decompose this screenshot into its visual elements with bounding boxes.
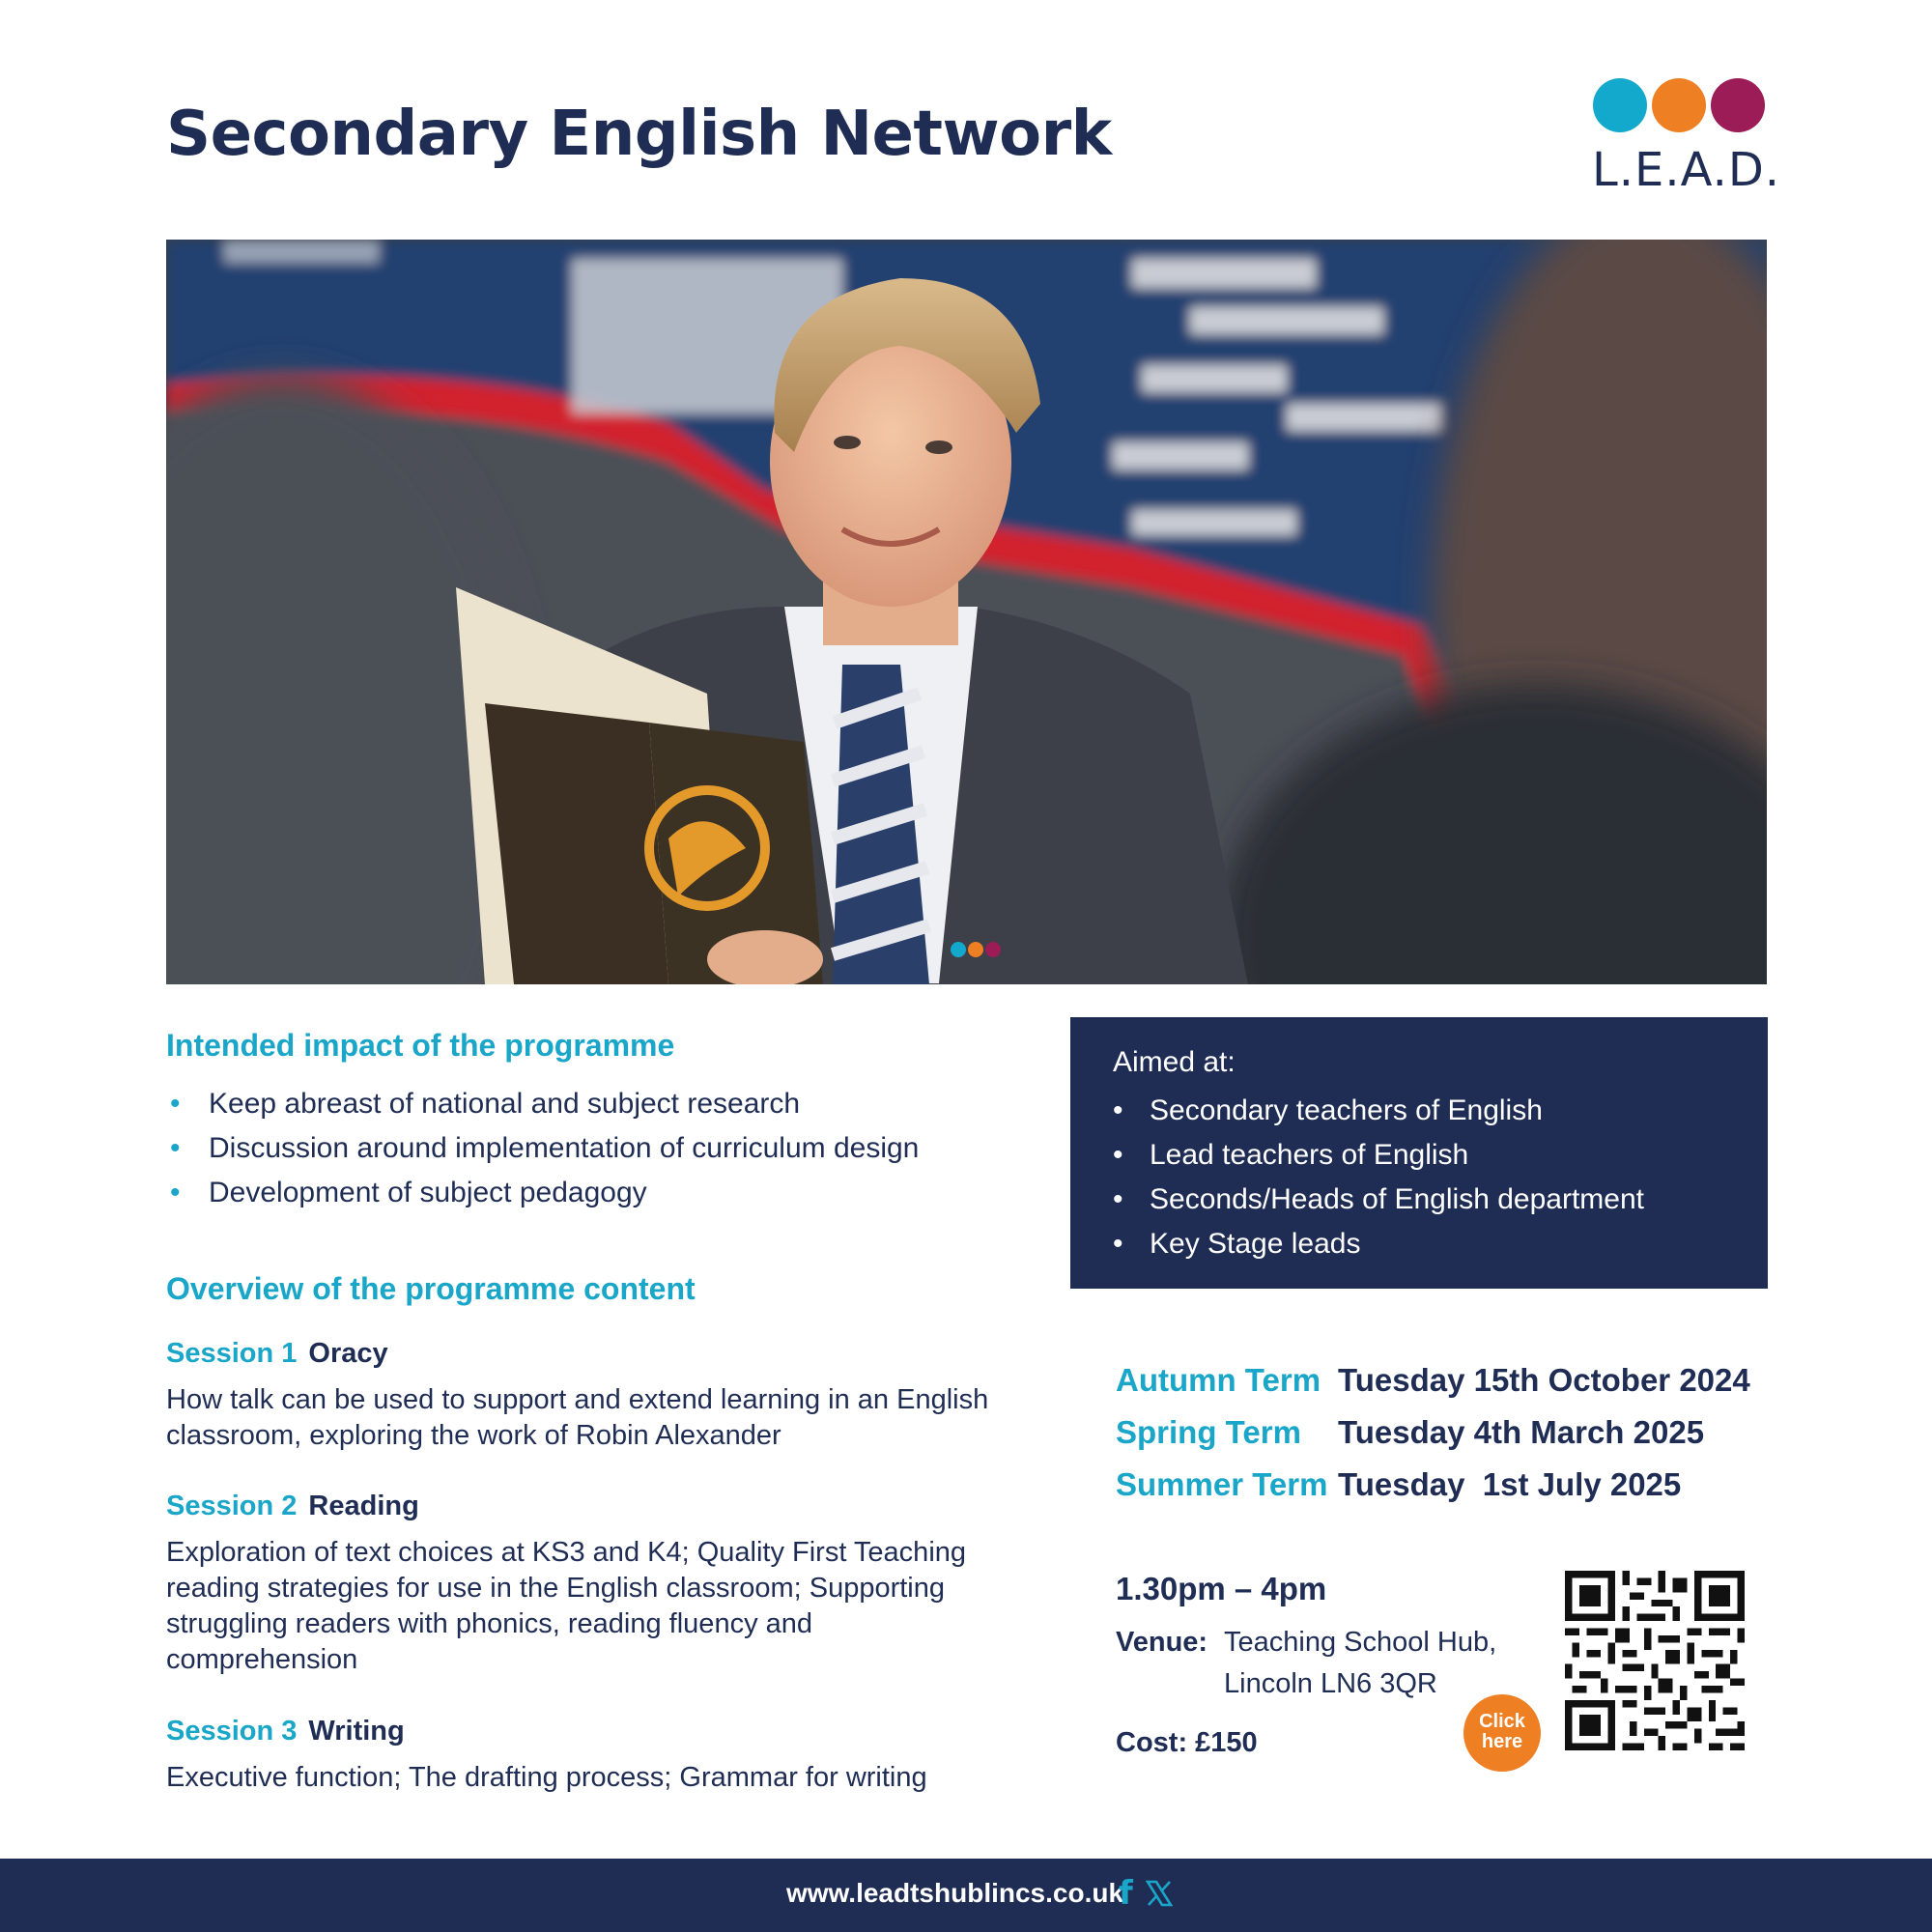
session-1-description: How talk can be used to support and extend learning in an English classroom, exploring the work of Robin Alexander (166, 1384, 989, 1451)
list-item: • Key Stage leads (1113, 1228, 1361, 1260)
list-item: • Discussion around implementation of curriculum design (170, 1132, 920, 1164)
footer-bar (0, 1859, 1932, 1932)
lead-logo (1592, 75, 1781, 197)
list-item: • Secondary teachers of English (1113, 1094, 1543, 1126)
aimed-at-box (1070, 1017, 1768, 1289)
aimed-at-label: Aimed at: (1113, 1046, 1236, 1078)
x-icon[interactable] (1146, 1880, 1173, 1907)
venue-line-2: Lincoln LN6 3QR (1224, 1668, 1437, 1699)
venue-line-1: Teaching School Hub, (1224, 1627, 1497, 1658)
page-title: Secondary English Network (166, 99, 1112, 170)
logo-dot-orange (1652, 78, 1706, 132)
logo-text: L.E.A.D. (1592, 143, 1781, 197)
overview-heading: Overview of the programme content (166, 1271, 696, 1306)
hero-photo (166, 240, 1767, 984)
session-2-description: Exploration of text choices at KS3 and K4; Quality First Teaching reading strategies for use in the English classroom; Supporting struggling readers with phonics, reading fluency and comprehension (166, 1537, 967, 1675)
logo-dot-teal (1593, 78, 1647, 132)
list-item: • Development of subject pedagogy (170, 1177, 647, 1208)
qr-code-icon[interactable] (1565, 1571, 1745, 1750)
list-item: • Lead teachers of English (1113, 1139, 1469, 1171)
aimed-at-list (1113, 1089, 1644, 1266)
venue-label: Venue: (1116, 1627, 1208, 1658)
session-1-heading: Session 1 Oracy (166, 1338, 388, 1369)
facebook-icon[interactable]: f (1119, 1874, 1133, 1913)
website-link[interactable]: www.leadtshublincs.co.uk (786, 1878, 1124, 1908)
list-item: • Keep abreast of national and subject research (170, 1088, 801, 1120)
impact-list (166, 1082, 919, 1215)
impact-heading: Intended impact of the programme (166, 1028, 675, 1063)
click-here-button[interactable]: Click here (1463, 1694, 1541, 1772)
session-time: 1.30pm – 4pm (1116, 1571, 1327, 1606)
session-2-heading: Session 2 Reading (166, 1491, 419, 1521)
session-3-description: Executive function; The drafting process; Grammar for writing (166, 1762, 927, 1793)
list-item: • Seconds/Heads of English department (1113, 1183, 1644, 1215)
logo-dot-plum (1711, 78, 1765, 132)
cost: Cost: £150 (1116, 1727, 1258, 1758)
session-3-heading: Session 3 Writing (166, 1716, 405, 1747)
